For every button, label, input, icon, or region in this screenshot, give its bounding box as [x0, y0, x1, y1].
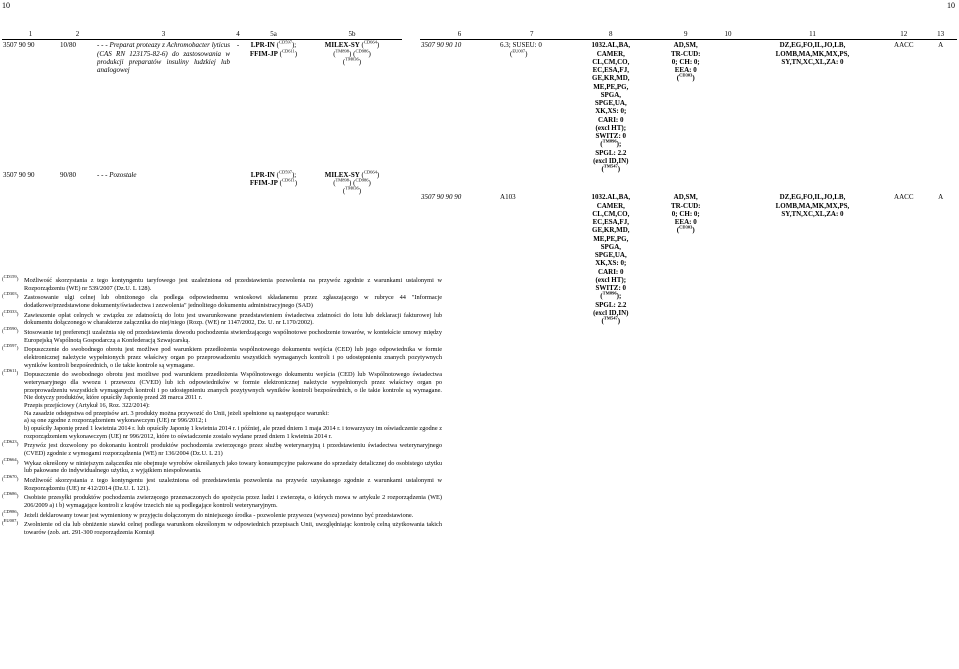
- footnote-ref: ($^{EU007}$): [2, 518, 19, 528]
- measure-punct: );: [291, 41, 297, 50]
- footnote-paragraph: Zawieszenie opłat celnych w związku ze zdatnością do lotu jest uwarunkowane przedstawieniem świadectwa zdatności do lotu lub deklaracji fakturowej lub dokumentu dołączonego w charakterze załącznika do niej/niego (Rozp. (WE) nr 1147/2002, Dz. U. nr L170/2002).: [24, 311, 442, 327]
- footnote-ref: TM898: [335, 177, 350, 183]
- footnote-ref: CD597: [278, 39, 292, 45]
- footnote-ref: TM036: [345, 56, 359, 62]
- footnote-item: [2, 491, 442, 510]
- footnote-item: [2, 518, 442, 537]
- col-header: 5a: [245, 30, 302, 40]
- rate-line: (excl ID,IN): [593, 308, 629, 317]
- table-row: [420, 192, 957, 326]
- footnote-paragraph: b) opuściły Japonię przed 1 kwietnia 2014 r. lub opuściły Japonię 1 kwietnia 2014 r. i później, ale przed dniem 1 maja 2014 r. i towarzyszy im oświadczenie zgodne z rozporządzeniem wykonawczym (UE) nr 996/2012, które to oświadczenie zostało wydane przed dniem 1 kwietnia 2014 r.: [24, 425, 442, 440]
- footnote-item: [2, 474, 442, 492]
- col-header: 4: [231, 30, 245, 40]
- footnote-item: [2, 291, 442, 310]
- rate-line: AD,SM,: [673, 193, 698, 202]
- footnote-paragraph: Przywóz jest dozwolony po dokonaniu kontroli produktów pochodzenia zwierzęcego przez służbę weterynaryjną i przedstawieniu świadectwa weterynaryjnego (CVED) zgodnie z wymogami rozporządzenia (WE) nr 136/2004 (Dz.U. L 21): [24, 442, 442, 458]
- col-header: 9: [657, 30, 714, 40]
- right-tariff-table: [420, 30, 957, 326]
- footnote-ref: TM896: [602, 138, 617, 144]
- footnote-ref: CD597: [278, 169, 292, 175]
- rate-line: ME,PE,PG,: [593, 234, 629, 243]
- rate-line: SWITZ: 0: [595, 132, 627, 140]
- footnote-item: [2, 368, 442, 440]
- footnote-text: [24, 312, 442, 327]
- footnote-ref: CD611: [281, 177, 295, 183]
- cn-code: 3507 90 90 90: [421, 193, 462, 202]
- table-row: [2, 170, 402, 197]
- rate-line: SPGL: 2.2: [595, 300, 627, 309]
- footnote-paragraph: Przepis przejściowy (Artykuł 16, Roz. 322/2014):: [24, 402, 150, 410]
- col-header: 5b: [302, 30, 402, 40]
- rate-line: TR-CUD:: [670, 201, 701, 210]
- rate-line: (excl ID,IN): [593, 156, 629, 165]
- footnote-text: [24, 494, 442, 509]
- footnote-ref: ($^{CD303}$): [2, 291, 19, 300]
- col-10: [714, 192, 741, 326]
- rate-line: CARI: 0: [598, 115, 624, 124]
- footnote-ref: TM547: [603, 315, 618, 321]
- col-header: 11: [742, 30, 884, 40]
- page-number-right: 10: [947, 1, 955, 10]
- measure-code: MILEX-SY: [324, 170, 360, 179]
- col-header: 2: [59, 30, 96, 40]
- footnotes: [2, 274, 442, 539]
- rate-line: SY,TN,XC,XL,ZA: 0: [781, 57, 844, 66]
- table-row: [420, 40, 957, 175]
- cn-code: 3507 90 90 10: [421, 41, 462, 50]
- rate-line: CAMER,: [596, 201, 625, 210]
- footnote-ref: CD303: [679, 72, 693, 78]
- table-row: [2, 40, 402, 170]
- rate-line: EC,ESA,FJ,: [592, 66, 629, 74]
- footnote-ref: ($^{CD670}$): [2, 474, 19, 483]
- rate-line: 0; CH: 0;: [671, 209, 700, 218]
- preferential-rates: 1032.AL,BA, CAMER, CL,CM,CO, EC,ESA,FJ, GE,KR,MD, ME,PE,PG, SPGA, SPGE,UA, XK,XS: 0; CARI: 0 (excl HT); SWITZ: 0 ($^{TM896}$); SPGL: 2.2 (excl ID,IN) ($^{TM547}$): [564, 40, 657, 175]
- taric-code: 90/80: [60, 170, 76, 179]
- footnote-ref: CD664: [363, 169, 377, 175]
- rate-line: EC,ESA,FJ,: [592, 218, 629, 226]
- taric-code: 10/80: [60, 41, 76, 50]
- footnote-item: [2, 456, 442, 475]
- rate-line: 1032.AL,BA,: [591, 193, 631, 202]
- footnote-paragraph: Na zasadzie odstępstwa od przepisów art. 3 produkty można przywozić do Unii, jeżeli spełnione są następujące warunki:: [24, 409, 329, 417]
- rate-line: SPGE,UA,: [594, 99, 627, 107]
- rate-line: XK,XS: 0;: [595, 259, 627, 268]
- goods-description: - - - Preparat proteazy z Achromobacter lyticus (CAS RN 123175-82-6) do zastosowania w produkcji preparatów insuliny ludzkiej lub analogowej: [97, 41, 230, 74]
- footnote-ref: ($^{CD686}$): [2, 491, 19, 501]
- left-header-row: [2, 30, 402, 40]
- col-13: A: [938, 41, 944, 50]
- rate-line: LOMB,MA,MK,MX,PS,: [775, 49, 850, 58]
- measures-a: LPR-IN ($^{CD597}$); FFIM-JP ($^{CD611}$): [249, 169, 298, 187]
- footnote-ref: CD986: [355, 177, 369, 183]
- footnote-ref: TM036: [345, 185, 359, 191]
- rate-line: SPGA,: [600, 90, 621, 99]
- duty-text: A103: [500, 193, 516, 202]
- goods-description: - - - Pozostałe: [97, 170, 137, 179]
- rate-line: 0; CH: 0;: [671, 57, 700, 66]
- footnote-text: [24, 512, 442, 520]
- measure-punct: );: [291, 170, 297, 179]
- footnote-ref: ($^{CD597}$): [2, 343, 19, 353]
- footnote-item: [2, 508, 442, 520]
- rate-line: DZ,EG,FO,IL,JO,LB,: [779, 193, 846, 202]
- footnote-paragraph: Zastosowanie ulgi celnej lub obniżonego cła podlega odpowiednemu wnioskowi składanemu przez zgłaszającego w rubryce 44 "Informacje dodatkowe/przedstawione dokumenty/świadectwa i zezwolenia" jednolitego dokumentu administracyjnego (SAD): [24, 294, 442, 310]
- footnote-paragraph: Dopuszczenie do swobodnego obrotu jest możliwe pod warunkiem przedłożenia wspólnotowego dokumentu wejścia (CED) lub jego odpowiednika w formie elektronicznej należycie wypełnionych przez właściwy organ po przeprowadzeniu wszystkich wymaganych kontroli i po udostępnieniu znanych pozytywnych wyników kontroli bezpośrednich, o ile takie kontrole są wymagane.: [24, 346, 442, 369]
- footnote-item: [2, 308, 442, 327]
- measure-code: LPR-IN: [250, 41, 275, 50]
- footnote-text: [24, 346, 442, 369]
- footnote-text: [24, 277, 442, 292]
- measure-code: FFIM-JP: [249, 179, 278, 187]
- footnote-text: [24, 477, 442, 492]
- rate-line: EEA: 0: [674, 218, 697, 226]
- preferential-rates: 1032.AL,BA, CAMER, CL,CM,CO, EC,ESA,FJ, GE,KR,MD, ME,PE,PG, SPGA, SPGE,UA, XK,XS: 0; CARI: 0 (excl HT); SWITZ: 0 ($^{TM896}$); SPGL: 2.2 (excl ID,IN) ($^{TM547}$): [564, 192, 657, 326]
- supplementary-unit: -: [236, 41, 240, 50]
- rate-line: CAMER,: [596, 49, 625, 58]
- other-rates: AD,SM, TR-CUD: 0; CH: 0; EEA: 0 ($^{CD303}$): [657, 192, 714, 326]
- page-number-left: 10: [2, 1, 10, 10]
- rate-line: (excl HT);: [595, 123, 627, 132]
- footnote-ref: EU007: [512, 48, 526, 54]
- footnote-text: [24, 521, 442, 536]
- rate-line: XK,XS: 0;: [595, 107, 627, 116]
- footnote-paragraph: Osobiste przesyłki produktów pochodzenia zwierzęcego przeznaczonych do spożycia przez ludzi i zwierzęta, o których mowa w artykule 2 rozporządzenia (WE) 206/2009 a) i b) wymagające kontroli z krajów trzecich nie są podlegające kontroli weterynaryjnym.: [24, 494, 442, 510]
- footnote-ref: ($^{CD623}$): [2, 439, 19, 449]
- footnote-paragraph: Jeżeli deklarowany towar jest wymieniony w przyjęciu dołączonym do niniejszego środka - pozwolenie przywozu (wywozu) powinno być przedstawione.: [24, 511, 414, 519]
- rate-line: SWITZ: 0: [595, 284, 627, 292]
- footnote-paragraph: Wykaz określony w niniejszym załączniku nie obejmuje wyrobów określanych jako towary konsumpcyjne pakowane do sprzedaży detalicznej do osobistego użytku lub pakowane do indywidualnego użytku, z wyjątkiem niespołowania.: [24, 459, 442, 475]
- measure-code: MILEX-SY: [324, 41, 360, 50]
- col-header: 13: [924, 30, 957, 40]
- footnote-item: [2, 343, 442, 369]
- origin-rates: [742, 192, 884, 326]
- duty-text: 6.3; SUSEU: 0: [500, 41, 542, 50]
- footnote-paragraph: Stosowanie tej preferencji uzależnia się od przedstawienia dowodu pochodzenia stwierdzającego wspólnotowe pochodzenie towarów, w kontekście umowy między Europejską Wspólnotą Gospodarczą a Konfederacją Szwajcarską.: [24, 329, 442, 344]
- rate-line: EEA: 0: [674, 66, 697, 74]
- footnote-paragraph: Możliwość skorzystania z tego kontyngentu jest uzależniona od przedstawienia pozwolenia na przywóz uzyskanego zgodnie z warunkami ustalonymi w Rozporządzeniu (UE) nr 412/2014 (Dz.U. L 121).: [24, 477, 442, 492]
- measures-b: MILEX-SY ($^{CD664}$) ($^{TM898}$) ($^{CD986}$) ($^{TM036}$): [324, 169, 380, 196]
- footnote-item: [2, 274, 442, 292]
- footnote-ref: CD303: [679, 224, 693, 230]
- col-header: 10: [714, 30, 741, 40]
- footnote-ref: ($^{CD590}$): [2, 326, 19, 335]
- supplementary-unit: [231, 170, 245, 197]
- rate-line: SY,TN,XC,XL,ZA: 0: [781, 209, 844, 218]
- left-tariff-table: [2, 30, 402, 197]
- footnote-ref: CD664: [363, 39, 377, 45]
- footnote-ref: ($^{CD333}$): [2, 308, 19, 318]
- col-header: 3: [96, 30, 231, 40]
- right-header-row: [420, 30, 957, 40]
- rate-line: CL,CM,CO,: [592, 209, 630, 218]
- rate-line: AD,SM,: [673, 41, 698, 50]
- measures-b: MILEX-SY ($^{CD664}$) ($^{TM898}$) ($^{CD986}$) ($^{TM036}$): [324, 39, 380, 66]
- footnote-item: [2, 439, 442, 458]
- rate-line: GE,KR,MD,: [592, 226, 630, 235]
- footnote-ref: TM547: [603, 163, 618, 169]
- duty-rate: 6.3; SUSEU: 0 ($^{EU007}$): [500, 41, 542, 58]
- measure-code: LPR-IN: [250, 170, 275, 179]
- footnote-item: [2, 326, 442, 344]
- rate-line: SPGA,: [600, 242, 621, 251]
- rate-line: ME,PE,PG,: [593, 82, 629, 91]
- footnote-ref: ($^{CD986}$): [2, 508, 19, 518]
- footnote-text: [24, 294, 442, 309]
- rate-line: GE,KR,MD,: [592, 74, 630, 83]
- col-header: 12: [883, 30, 924, 40]
- footnote-ref: ($^{CD664}$): [2, 456, 19, 466]
- col-13: A: [938, 193, 944, 202]
- footnote-text: [24, 442, 442, 457]
- footnote-ref: TM898: [335, 48, 350, 54]
- measure-punct: ): [294, 179, 298, 187]
- duty-rate: [499, 192, 564, 326]
- other-rates: AD,SM, TR-CUD: 0; CH: 0; EEA: 0 ($^{CD303}$): [657, 40, 714, 175]
- col-header: 7: [499, 30, 564, 40]
- col-header: 6: [420, 30, 499, 40]
- measure-punct: ): [294, 49, 298, 58]
- cn-code: 3507 90 90: [3, 41, 35, 50]
- footnote-ref: ($^{CD159}$): [2, 274, 19, 283]
- col-12: AACC: [894, 193, 914, 202]
- footnote-paragraph: Zwolnienie od cła lub obniżenie stawki celnej podlega warunkom określonym w odpowiednich przepisach Unii, uwzględniając kontrolę celną użytkowania takich towarów (zob. art. 291-300 rozporządzenia Komisji: [24, 521, 442, 537]
- footnote-text: [24, 460, 442, 475]
- footnote-ref: TM896: [602, 290, 617, 296]
- rate-line: DZ,EG,FO,IL,JO,LB,: [779, 41, 846, 50]
- rate-line: LOMB,MA,MK,MX,PS,: [775, 201, 850, 210]
- col-12: AACC: [894, 41, 914, 50]
- rate-line: 1032.AL,BA,: [591, 41, 631, 50]
- measure-code: FFIM-JP: [249, 49, 278, 58]
- col-10: [714, 40, 741, 175]
- rate-line: CL,CM,CO,: [592, 57, 630, 66]
- col-header: 1: [2, 30, 59, 40]
- footnote-paragraph: Dopuszczenie do swobodnego obrotu jest możliwe pod warunkiem przedłożenia Wspólnotowego dokumentu wejścia (CED) lub Wspólnotowego świadectwa weterynaryjnego dla wwozu i przewozu (CVED) lub ich odpowiedników w formie elektronicznej należycie wypełnionych przez właściwy organ po przeprowadzeniu wszystkich wymaganych kontroli i po udostępnieniu znanych pozytywnych wyników kontroli bezpośrednich, o ile takie kontrole są wymagane. Nie dotyczy produktów, które opuściły Japonię przed 28 marca 2011 r.: [24, 371, 442, 402]
- footnote-text: [24, 371, 442, 440]
- origin-rates: [742, 40, 884, 175]
- rate-line: SPGE,UA,: [594, 251, 627, 259]
- cn-code: 3507 90 90: [3, 170, 35, 179]
- col-header: 8: [564, 30, 657, 40]
- rate-line: TR-CUD:: [670, 49, 701, 58]
- rate-line: SPGL: 2.2: [595, 148, 627, 157]
- measures-a: LPR-IN ($^{CD597}$); FFIM-JP ($^{CD611}$): [249, 39, 298, 58]
- footnote-ref: CD986: [355, 48, 369, 54]
- rate-line: CARI: 0: [598, 267, 624, 276]
- footnote-ref: CD611: [281, 48, 295, 54]
- footnote-paragraph: Możliwość skorzystania z tego kontyngentu taryfowego jest uzależniona od przedstawienia pozwolenia na przywóz zgodnie z warunkami ustalonymi w Rozporządzeniu (WE) nr 539/2007 (Dz.U. L 128).: [24, 277, 442, 292]
- footnote-text: [24, 329, 442, 344]
- footnote-paragraph: a) są one zgodne z rozporządzeniem wykonawczym (UE) nr 996/2012; i: [24, 417, 207, 425]
- rate-line: (excl HT);: [595, 275, 627, 284]
- footnote-ref: ($^{CD611}$): [2, 368, 19, 378]
